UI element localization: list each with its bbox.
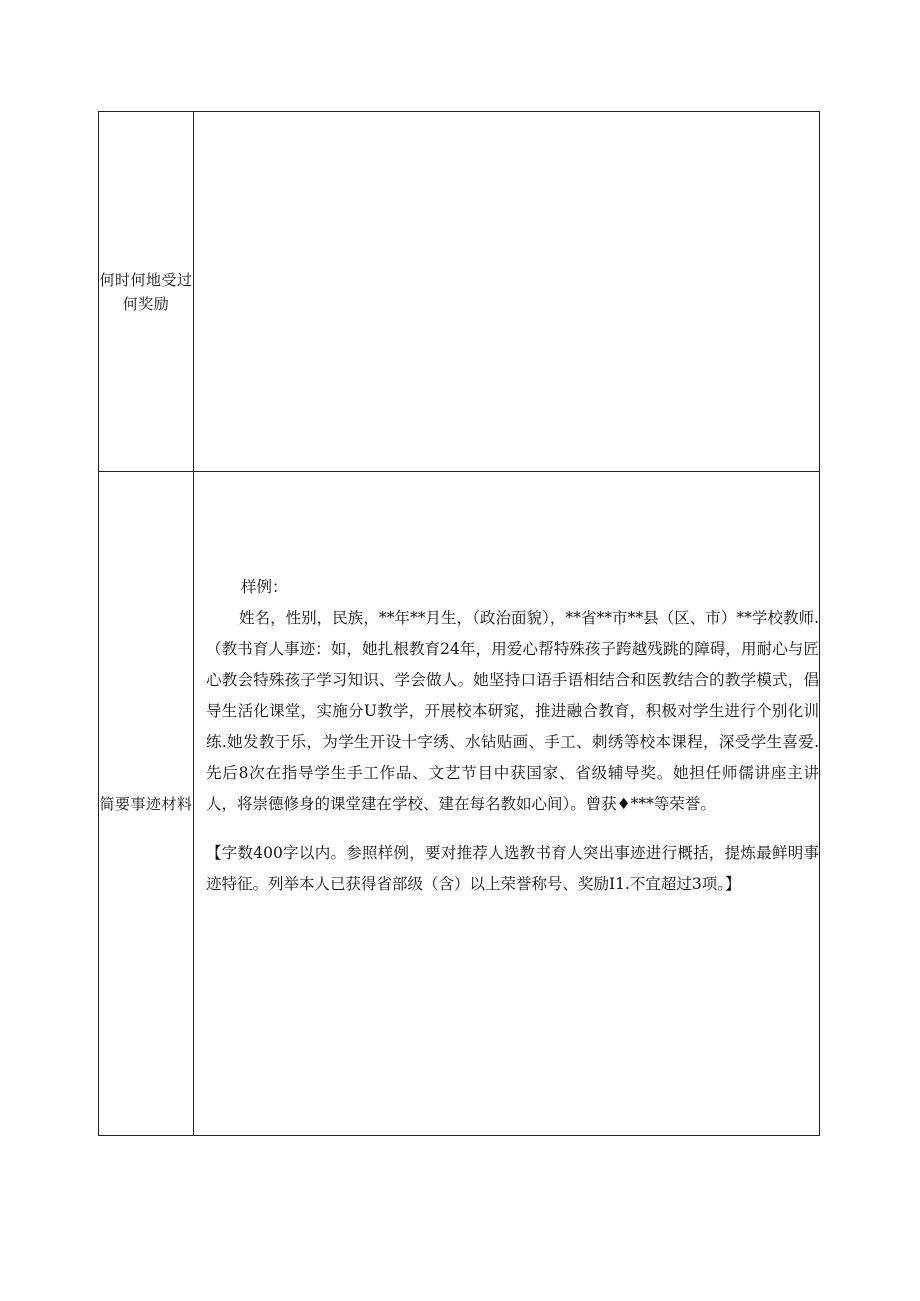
deeds-row (99, 472, 820, 1136)
word-limit-note: 【字数400字以内。参照样例，要对推荐人选教书育人突出事迹进行概括，提炼最鲜明事迹特征。列举本人已获得省部级（含）以上荣誉称号、奖励I1.不宜超过3项。】 (206, 844, 819, 893)
nomination-form-table (98, 111, 820, 1136)
awards-label (99, 112, 194, 472)
deeds-label-text: 简要事迹材料 (99, 794, 193, 813)
awards-content-field[interactable] (194, 112, 820, 472)
sample-body: 姓名，性别，民族，**年**月生，（政治面貌），**省**市**县（区、市）**学校教师.（教书育人事迹：如，她扎根教育24年，用爱心帮特殊孩子跨越残跳的障碍，用耐心与匠心教会特殊孩子学习知识、学会做人。她坚持口语手语相结合和医教结合的教学模式，倡导生活化课堂，实施分U教学，开展校本研窕，推进融合教育，积极对学生进行个别化训练.她发教于乐，为学生开设十字绣、水钻贴画、手工、刺绣等校本课程，深受学生喜爱.先后8次在指导学生手工作品、文艺节目中获国家、省级辅导奖。她担任师儒讲座主讲人，将崇德修身的课堂建在学校、建在每名教如心间）。曾获♦***等荣誉。 (206, 609, 819, 813)
sample-heading: 样例： (241, 578, 288, 596)
deeds-content (206, 472, 819, 900)
deeds-label (99, 472, 194, 1136)
awards-row (99, 112, 820, 472)
deeds-content-field[interactable] (194, 472, 820, 1136)
awards-label-text: 何时何地受过何奖励 (99, 270, 193, 313)
